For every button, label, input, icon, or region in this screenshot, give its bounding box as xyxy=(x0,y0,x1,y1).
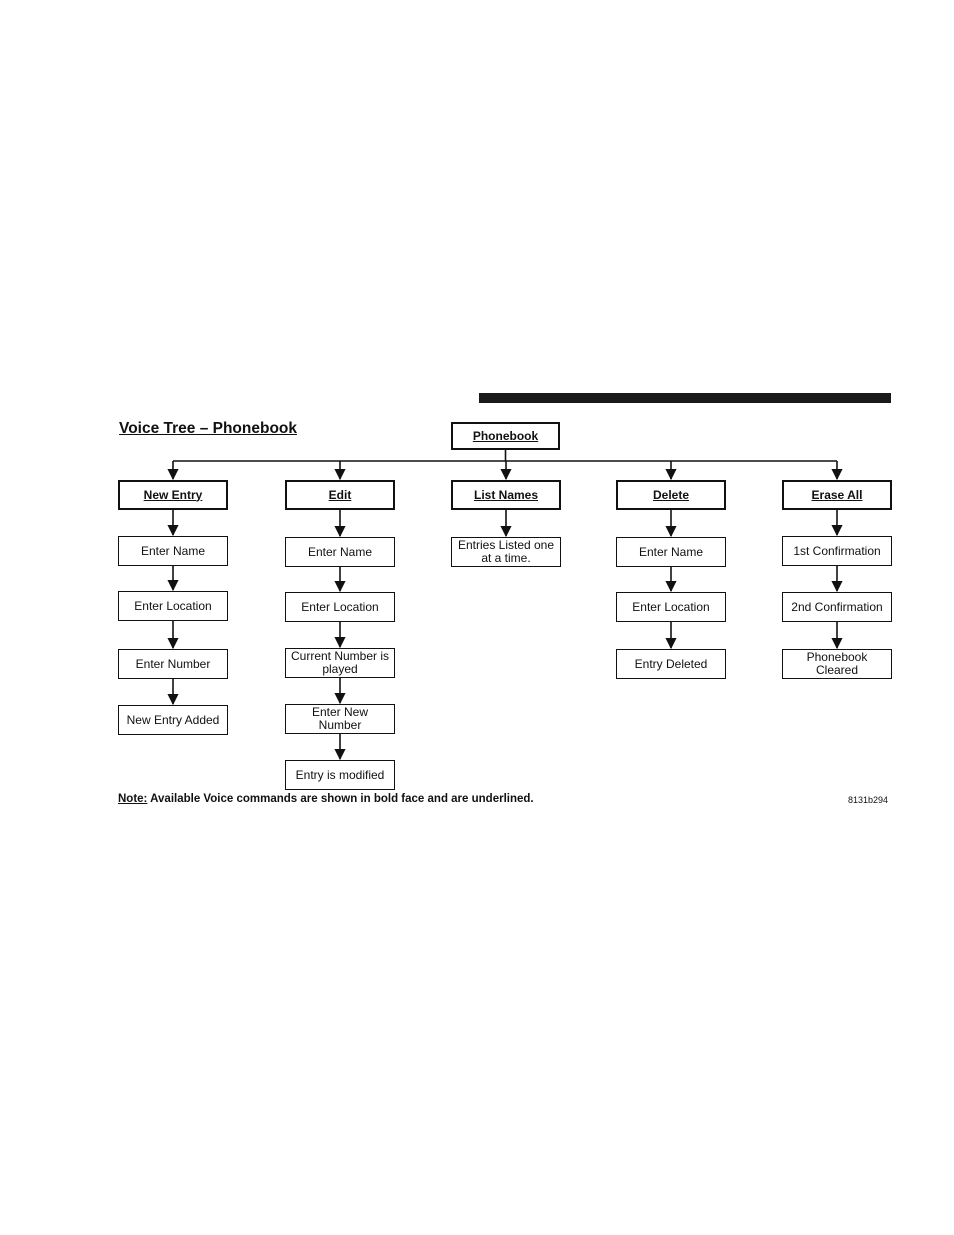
command-label: New Entry xyxy=(143,487,203,502)
step-node-1-4 xyxy=(285,760,395,790)
command-node-3 xyxy=(616,480,726,510)
footnote xyxy=(118,793,534,805)
step-label: Entries Listed one at a time. xyxy=(457,538,555,565)
command-label: Edit xyxy=(328,487,352,502)
figure-code: 8131b294 xyxy=(848,795,889,805)
command-label: Erase All xyxy=(811,487,863,502)
step-node-4-1 xyxy=(782,592,892,622)
step-node-0-2 xyxy=(118,649,228,679)
step-label: 2nd Confirmation xyxy=(791,599,883,614)
step-label: Phonebook Cleared xyxy=(806,650,868,677)
step-node-1-3 xyxy=(285,704,395,734)
step-label: Current Number is played xyxy=(290,649,390,676)
step-node-1-1 xyxy=(285,592,395,622)
step-node-4-0 xyxy=(782,536,892,566)
step-node-1-0 xyxy=(285,537,395,567)
command-label: List Names xyxy=(473,487,539,502)
diagram-title: Voice Tree – Phonebook xyxy=(119,420,298,437)
step-label: Enter Location xyxy=(301,599,379,614)
note-label: Note: xyxy=(118,793,148,805)
command-node-4 xyxy=(782,480,892,510)
note-text: Available Voice commands are shown in bold face and are underlined. xyxy=(147,793,534,805)
step-node-3-1 xyxy=(616,592,726,622)
step-label: Enter New Number xyxy=(311,705,369,732)
step-node-0-1 xyxy=(118,591,228,621)
step-node-0-3 xyxy=(118,705,228,735)
step-label: Enter Name xyxy=(140,543,206,558)
step-label: Enter Number xyxy=(135,656,211,671)
command-node-2 xyxy=(451,480,561,510)
step-label: 1st Confirmation xyxy=(793,543,881,558)
step-label: Enter Location xyxy=(632,599,710,614)
step-node-0-0 xyxy=(118,536,228,566)
step-node-3-2 xyxy=(616,649,726,679)
step-label: Entry Deleted xyxy=(634,656,708,671)
command-label: Delete xyxy=(652,487,690,502)
step-node-2-0 xyxy=(451,537,561,567)
step-label: Enter Location xyxy=(134,598,212,613)
step-label: Enter Name xyxy=(638,544,704,559)
root-node-phonebook xyxy=(451,422,560,450)
step-node-1-2 xyxy=(285,648,395,678)
root-node-label: Phonebook xyxy=(472,428,539,443)
step-label: New Entry Added xyxy=(126,712,220,727)
step-label: Enter Name xyxy=(307,544,373,559)
step-node-3-0 xyxy=(616,537,726,567)
step-label: Entry is modified xyxy=(295,767,385,782)
command-node-0 xyxy=(118,480,228,510)
command-node-1 xyxy=(285,480,395,510)
step-node-4-2 xyxy=(782,649,892,679)
